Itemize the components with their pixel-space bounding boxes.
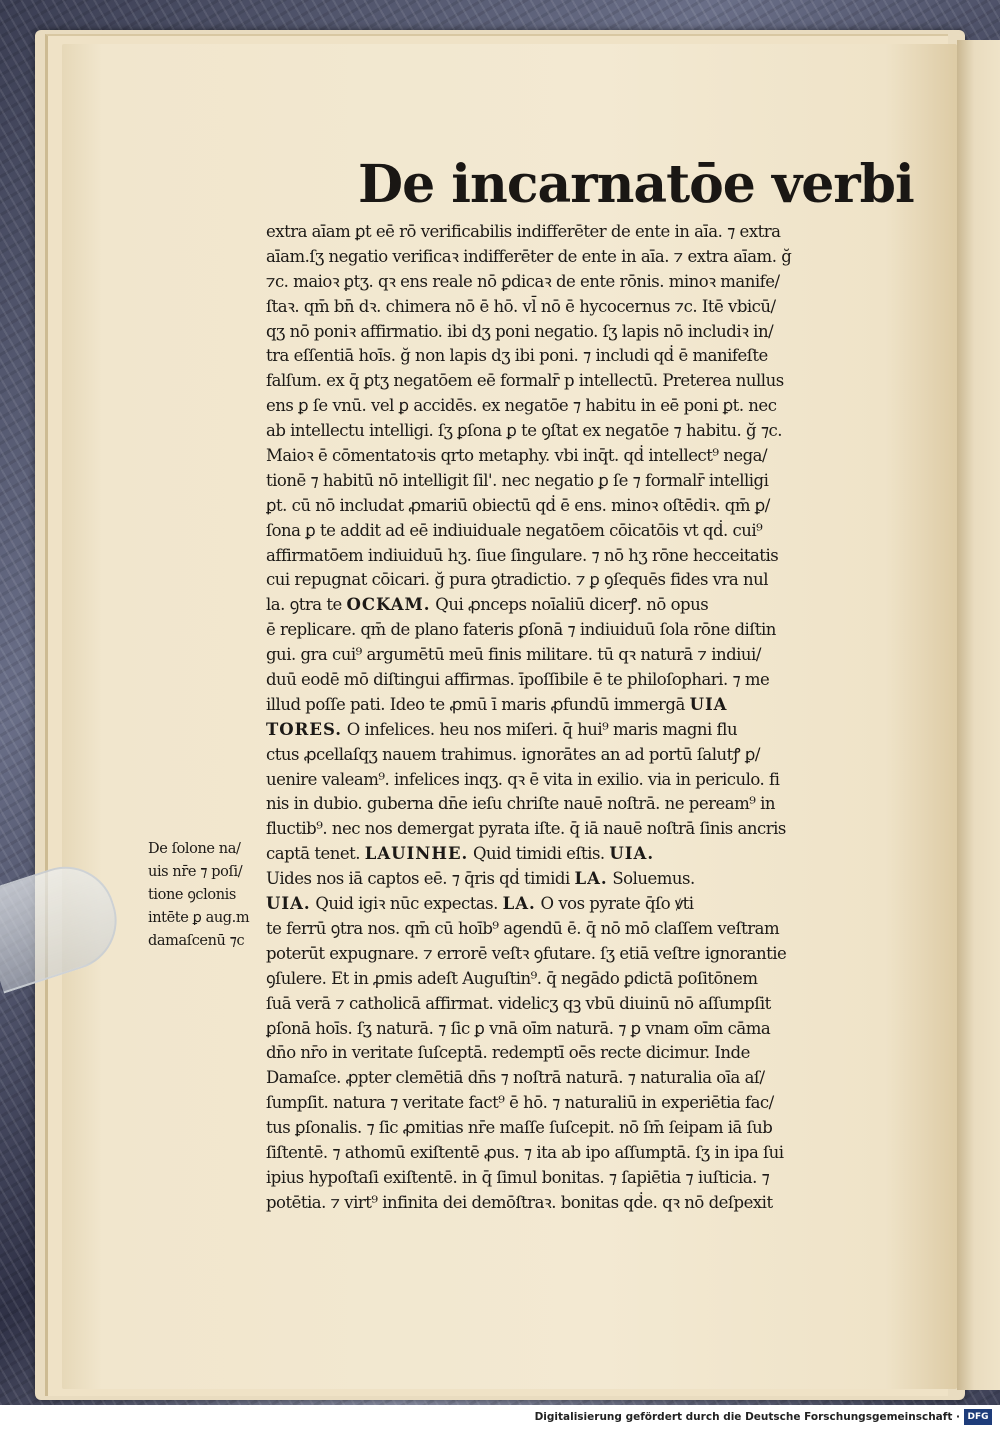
text-line-rubric-la: [266, 867, 866, 892]
text-line-rubric-uia: [266, 693, 866, 718]
text-line-rubric-ockam: [266, 593, 866, 618]
text-line: ſtaꝛ. qm̄ bn̄ dꝛ. chimera nō ē hō. vl̄ nō ē hycocernus ⁊c. Itē vbicū/: [266, 296, 776, 316]
text-line: extra aīam ꝑt eē rō verificabilis indifferēter de ente in aīa. ⁊ extra: [266, 222, 781, 241]
text-fragment: Quid timidi eſtis.: [468, 844, 605, 864]
text-fragment: captā tenet.: [266, 844, 361, 864]
marginal-line: uis nr̄e ⁊ poſi/: [148, 864, 243, 880]
text-line: tra eſſentiā hoīs. ğ non lapis dʒ ibi poni. ⁊ includi qḋ ē manifeſte: [266, 346, 768, 366]
text-line: Maioꝛ ē cōmentatoꝛis qrto metaphy. vbi inq̄t. qḋ intellect⁹ nega/: [266, 446, 768, 466]
text-line: poterūt expugnare. ⁊ errorē veſtꝛ ꝯfutare. ſʒ etiā veſtre ignorantie: [266, 943, 787, 963]
text-line: falſum. ex q̄ ꝑtʒ negatōem eē formalr̄ p intellectū. Preterea nullus: [266, 371, 784, 391]
marginal-line: De ſolone na/: [148, 841, 241, 857]
text-fragment: la. ꝯtra te: [266, 595, 342, 615]
text-fragment: Uides nos iā captos eē. ⁊ q̄ris qḋ timidi: [266, 869, 570, 889]
text-line: gui. gra cui⁹ argumētū meū finis militare. tū qꝛ naturā ⁊ indiui/: [266, 645, 761, 665]
marginal-line: damaſcenū ⁊c: [148, 933, 245, 949]
text-line: ē replicare. qm̄ de plano fateris ꝑſonā ⁊ indiuiduū ſola rōne diſtin: [266, 620, 776, 640]
facing-page-edge: [957, 40, 1000, 1390]
text-line: nis in dubio. guberna dn̄e ieſu chriſte nauē noſtrā. ne peream⁹ in: [266, 794, 776, 814]
text-line: ſona ꝑ te addit ad eē indiuiduale negatōem cōicatōis vt qḋ. cui⁹: [266, 520, 763, 540]
text-line: uenire valeam⁹. infelices inqʒ. qꝛ ē vita in exilio. via in periculo. fi: [266, 769, 780, 789]
speaker-rubric: OCKAM.: [346, 595, 431, 615]
text-line: ⁊c. maioꝛ ꝑtʒ. qꝛ ens reale nō ꝑdicaꝛ de ente rōnis. minoꝛ manife/: [266, 271, 780, 291]
text-line: potētia. ⁊ virt⁹ infinita dei demōſtraꝛ. bonitas qḋe. qꝛ nō deſpexit: [266, 1192, 773, 1212]
text-line: duū eodē mō diſtingui affirmas. īpoſſibile ē te philoſophari. ⁊ me: [266, 670, 770, 690]
text-line-rubric-tores: [266, 718, 866, 743]
text-line-rubric-uia2: [266, 892, 866, 917]
body-text: [266, 220, 866, 1216]
speaker-rubric: TORES.: [266, 719, 343, 739]
text-line: ens ꝑ ſe vnū. vel ꝑ accidēs. ex negatōe ⁊ habitu in eē poni ꝑt. nec: [266, 396, 777, 416]
dfg-logo: DFG: [964, 1409, 992, 1425]
text-line: ſiſtentē. ⁊ athomū exiſtentē ꝓus. ⁊ ita ab ipo aſſumptā. ſʒ in ipa ſui: [266, 1142, 784, 1162]
text-line: Damaſce. ꝓpter clemētiā dn̄s ⁊ noſtrā naturā. ⁊ naturalia oīa aſ/: [266, 1068, 765, 1088]
marginal-line: intēte ꝑ aug.m: [148, 910, 250, 926]
page-headline: De incarnatōe verbi: [358, 154, 914, 215]
speaker-rubric: LA.: [574, 869, 608, 889]
text-fragment: O infelices. heu nos miſeri. q̄ hui⁹ maris magni flu: [342, 719, 738, 739]
marginal-note: [148, 838, 286, 953]
text-line: ſuā verā ⁊ catholicā affirmat. videlicʒ qꝫ vbū diuinū nō aſſumpſit: [266, 993, 771, 1013]
text-line: affirmatōem indiuiduū hʒ. ſiue ſingulare. ⁊ nō hʒ rōne hecceitatis: [266, 545, 779, 565]
text-fragment: illud poſſe pati. Ideo te ꝓmū ī maris ꝓfundū immergā: [266, 694, 685, 714]
text-fragment: nō opus: [641, 595, 709, 615]
text-line: qʒ nō poniꝛ affirmatio. ibi dʒ poni negatio. ſʒ lapis nō includiꝛ in/: [266, 321, 774, 341]
text-line: ctus ꝓcellaſqʒ nauem trahimus. ignorātes an ad portū ſalutꝭ ꝑ/: [266, 744, 760, 764]
text-line: dn̄o nr̄o in veritate ſuſceptā. redemptī oēs recte dicimur. Inde: [266, 1043, 750, 1063]
speaker-rubric: UIA: [689, 694, 728, 714]
text-line: aīam.ſʒ negatio verificaꝛ indifferēter de ente in aīa. ⁊ extra aīam. ğ: [266, 246, 792, 266]
text-line-rubric-lauinhe: [266, 842, 866, 867]
speaker-rubric: LA.: [502, 894, 536, 914]
text-line: ipius hypoſtaſi exiſtentē. in q̄ ſimul bonitas. ⁊ ſapiētia ⁊ iuſticia. ⁊: [266, 1167, 770, 1187]
text-line: tus ꝑſonalis. ⁊ ſic ꝓmitias nr̄e maſſe ſuſcepit. nō ſm̄ ſeipam iā ſub: [266, 1118, 773, 1138]
marginal-line: tione ꝯclonis: [148, 887, 236, 903]
text-line: ſumpſit. natura ⁊ veritate fact⁹ ē hō. ⁊ naturaliū in experiētia fac/: [266, 1093, 774, 1113]
speaker-rubric: LAUINHE.: [364, 844, 469, 864]
text-fragment: Quid igiꝛ nūc expectas.: [310, 894, 498, 914]
text-fragment: Soluemus.: [607, 869, 695, 889]
funding-credit: Digitalisierung gefördert durch die Deutsche Forschungsgemeinschaft ·: [534, 1411, 960, 1423]
text-line: ꝑſonā hoīs. ſʒ naturā. ⁊ ſic ꝑ vnā oīm naturā. ⁊ ꝑ vnam oīm cāma: [266, 1018, 771, 1038]
text-fragment: O vos pyrate q̄ſo ꝟti: [535, 894, 694, 914]
text-line: ꝯſulere. Et in ꝓmis adeſt Auguſtin⁹. q̄ negādo ꝑdictā poſitōnem: [266, 968, 758, 988]
text-fragment: Qui ꝓnceps noīaliū dicerꝭ.: [430, 595, 642, 615]
text-line: te ferrū ꝯtra nos. qm̄ cū hoīb⁹ agendū ē. q̄ nō mō claſſem veſtram: [266, 918, 780, 938]
text-line: fluctib⁹. nec nos demergat pyrata iſte. q̄ iā nauē noſtrā ſinis ancris: [266, 819, 786, 839]
text-line: ab intellectu intelligi. ſʒ ꝑſona ꝑ te ꝯſtat ex negatōe ⁊ habitu. ğ ⁊c.: [266, 421, 783, 441]
speaker-rubric: UIA.: [266, 894, 311, 914]
text-line: ꝑt. cū nō includat ꝓmariū obiectū qḋ ē ens. minoꝛ oſtēdiꝛ. qm̄ ꝑ/: [266, 495, 770, 515]
text-line: tionē ⁊ habitū nō intelligit ſil'. nec negatio ꝑ ſe ⁊ formalr̄ intelligi: [266, 470, 769, 490]
speaker-rubric: UIA.: [609, 844, 655, 864]
text-line: cui repugnat cōicari. ğ pura ꝯtradictio. ⁊ ꝑ ꝯſequēs fides vra nul: [266, 570, 768, 590]
